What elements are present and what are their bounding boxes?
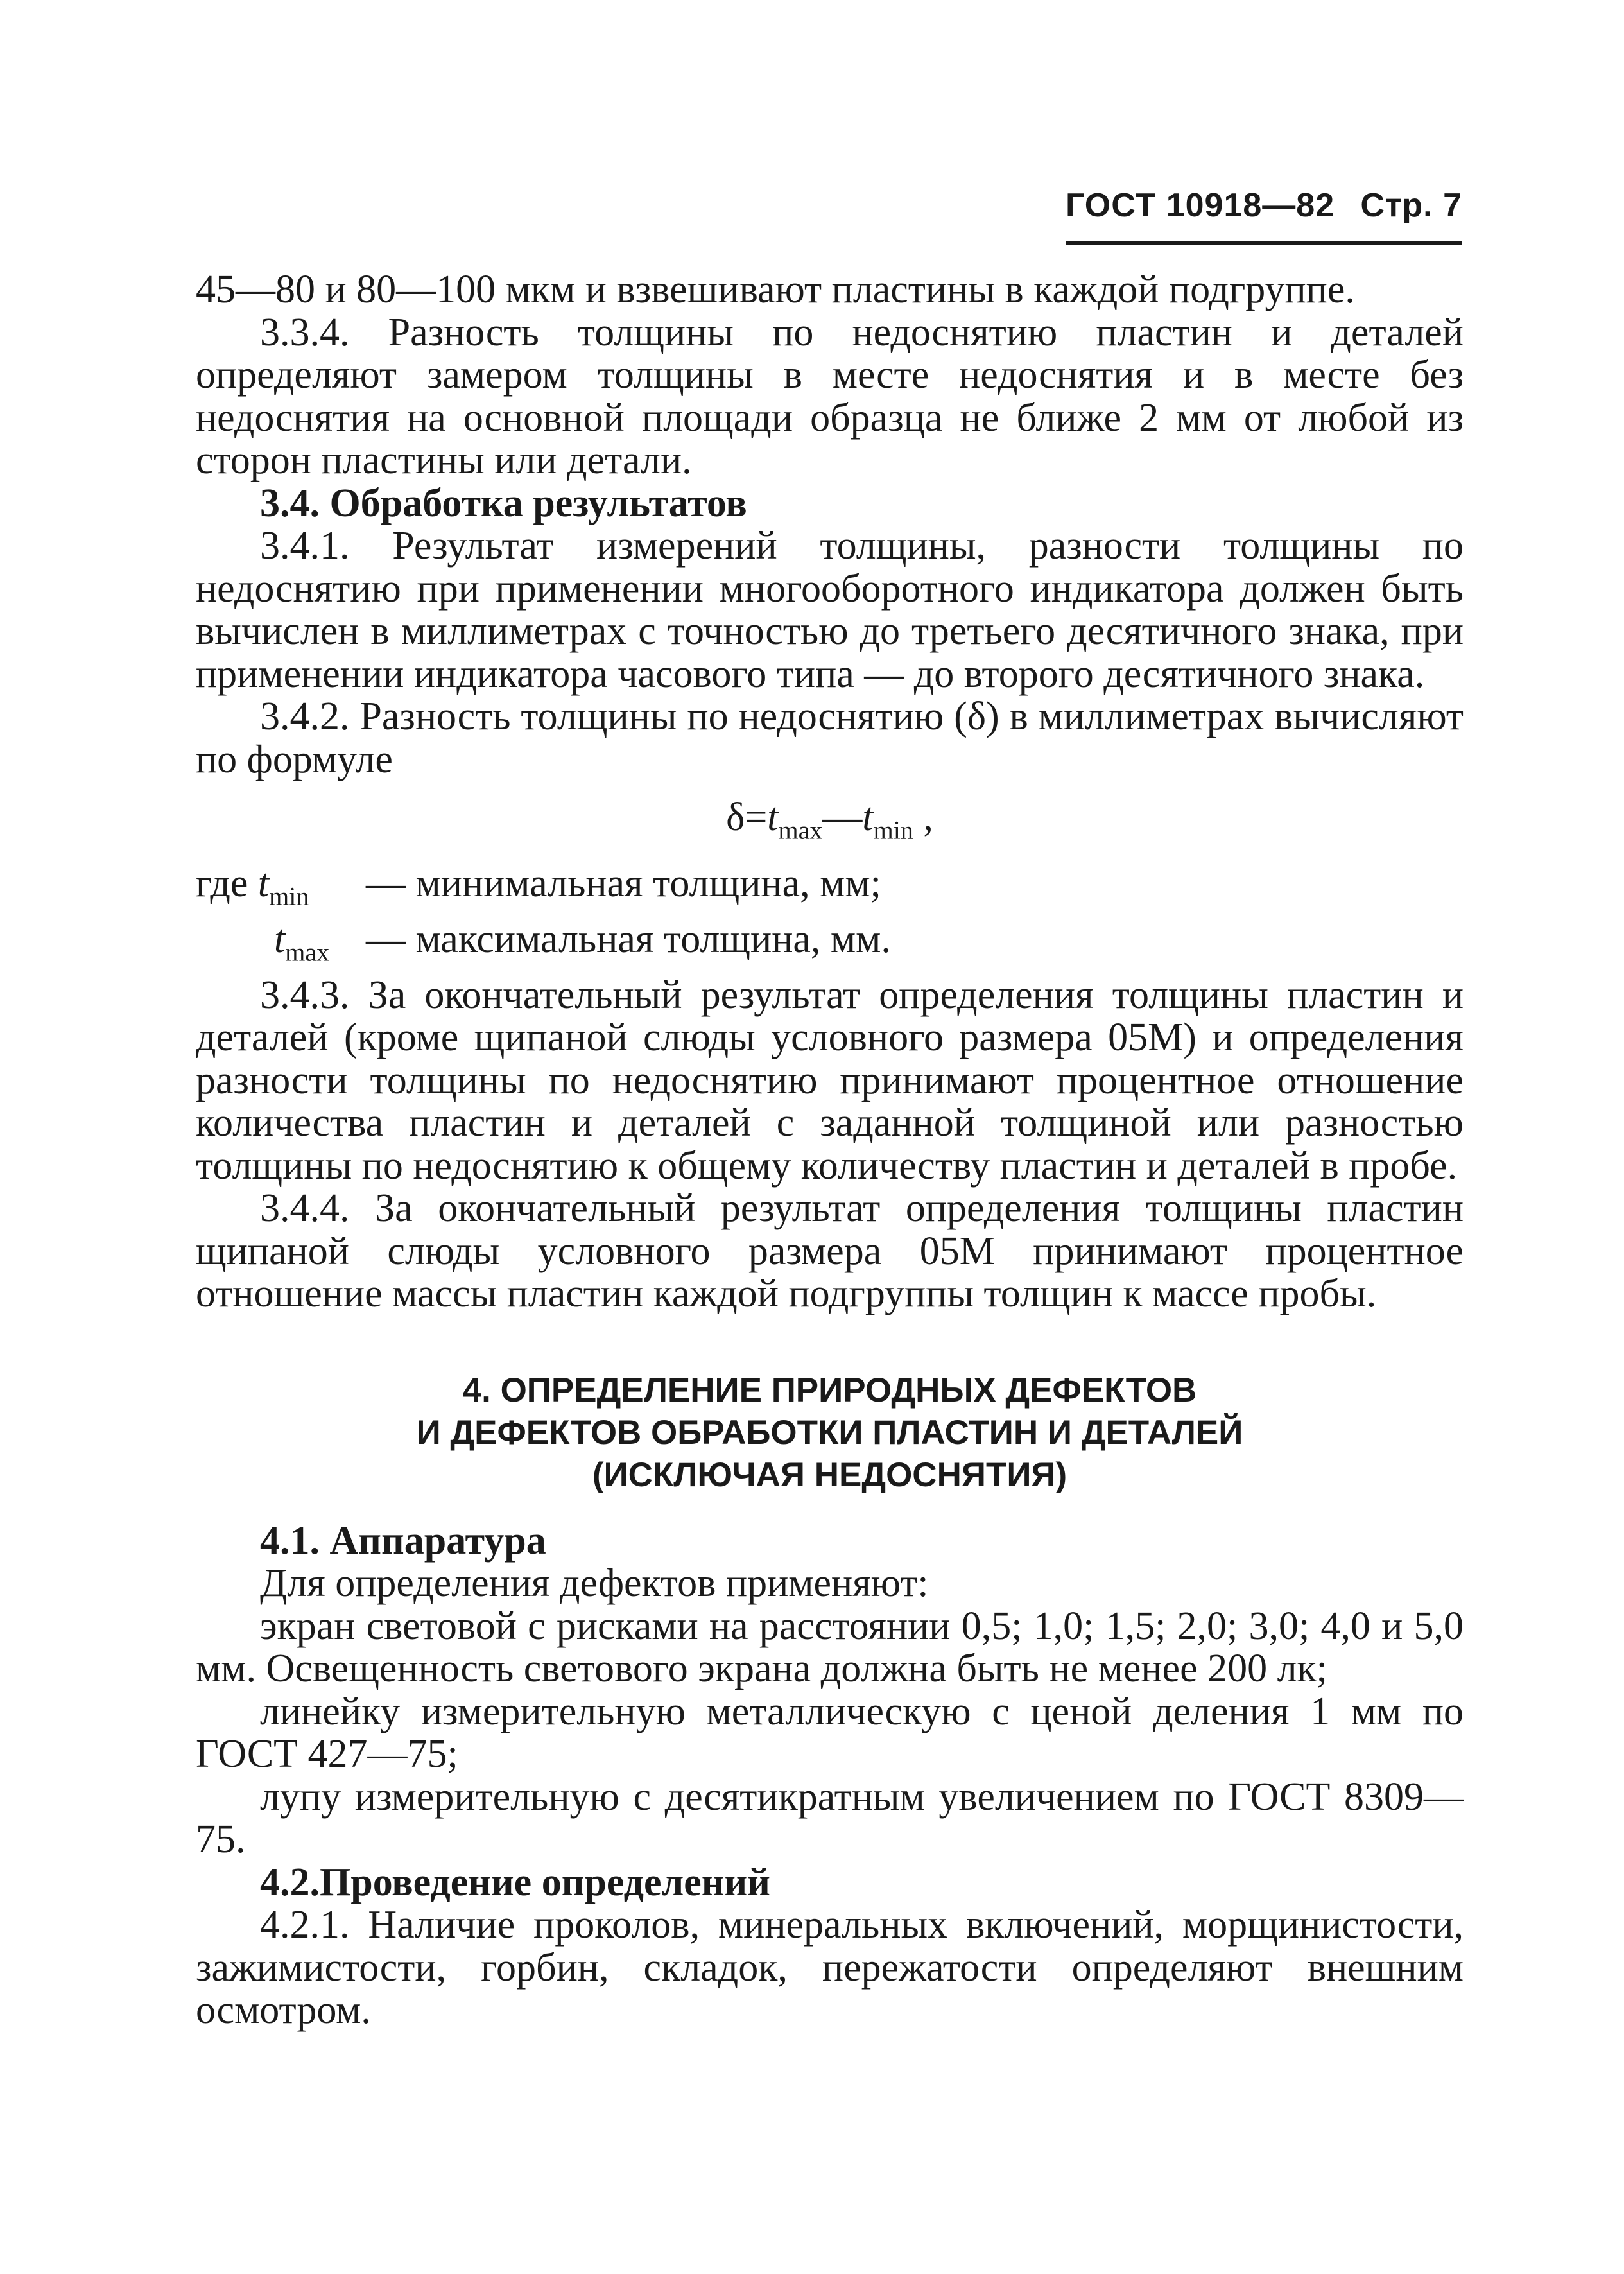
formula-delta bbox=[196, 796, 1464, 852]
paragraph-3-3-4: 3.3.4. Разность толщины по недоснятию пластин и деталей определяют замером толщины в месте недоснятия и в месте без недоснятия на основной площади образца не ближе 2 мм от любой из сторон пластины или детали. bbox=[196, 310, 1464, 482]
paragraph-4-1-intro: Для определения дефектов применяют: bbox=[260, 1561, 929, 1606]
paragraph-3-4-4: 3.4.4. За окончательный результат определения толщины пластин щипаной слюды условного размера 05М принимают процентное отношение массы пластин каждой подгруппы толщин к массе пробы. bbox=[196, 1186, 1464, 1316]
formula-minus: — bbox=[822, 795, 863, 839]
formula-sub-min: min bbox=[873, 815, 913, 845]
section-4-heading-line: 4. ОПРЕДЕЛЕНИЕ ПРИРОДНЫХ ДЕФЕКТОВ bbox=[462, 1371, 1197, 1409]
list-item-screen: экран световой с рисками на расстоянии 0,5; 1,0; 1,5; 2,0; 3,0; 4,0 и 5,0 мм. Освещенность светового экрана должна быть не менее 200 лк; bbox=[196, 1604, 1464, 1691]
definition-sub: min bbox=[269, 881, 309, 911]
paragraph-3-4-2: 3.4.2. Разность толщины по недоснятию (δ) в миллиметрах вычисляют по формуле bbox=[196, 695, 1464, 781]
list-item-ruler: линейку измерительную металлическую с ценой деления 1 мм по ГОСТ 427—75; bbox=[196, 1689, 1464, 1776]
heading-4-1: 4.1. Аппаратура bbox=[260, 1518, 546, 1563]
definition-text: — максимальная толщина, мм. bbox=[366, 917, 891, 961]
definition-t: t bbox=[274, 917, 286, 961]
paragraph-continuation: 45—80 и 80—100 мкм и взвешивают пластины в каждой подгруппе. bbox=[196, 268, 1355, 311]
definition-symbol bbox=[196, 918, 366, 974]
definition-symbol bbox=[196, 862, 366, 918]
heading-3-4: 3.4. Обработка результатов bbox=[260, 481, 747, 525]
formula-t1: t bbox=[767, 795, 779, 839]
paragraph-4-2-1: 4.2.1. Наличие проколов, минеральных включений, морщинистости, зажимистости, горбин, складок, пережатости определяют внешним осмотром. bbox=[196, 1903, 1464, 2033]
formula-sub-max: max bbox=[778, 815, 823, 845]
header-rule bbox=[1066, 241, 1462, 245]
definition-tmin bbox=[196, 862, 1464, 918]
formula-lhs: δ= bbox=[726, 795, 768, 839]
page-number: Стр. 7 bbox=[1360, 187, 1462, 224]
section-4-heading bbox=[196, 1369, 1464, 1497]
definition-text: — минимальная толщина, мм; bbox=[366, 861, 881, 905]
document-body bbox=[196, 268, 1464, 2032]
list-item-magnifier: лупу измерительную с десятикратным увеличением по ГОСТ 8309—75. bbox=[196, 1775, 1464, 1862]
formula-trail: , bbox=[913, 795, 933, 839]
definition-sub: max bbox=[285, 937, 330, 967]
section-4-heading-line: И ДЕФЕКТОВ ОБРАБОТКИ ПЛАСТИН И ДЕТАЛЕЙ bbox=[416, 1413, 1243, 1452]
definition-tmax bbox=[196, 918, 1464, 974]
heading-4-2: 4.2.Проведение определений bbox=[260, 1860, 770, 1904]
definition-prefix: где bbox=[196, 861, 258, 905]
definition-t: t bbox=[257, 861, 270, 905]
page-header bbox=[1066, 186, 1462, 225]
paragraph-3-4-3: 3.4.3. За окончательный результат определения толщины пластин и деталей (кроме щипаной слюды условного размера 05М) и определения разности толщины по недоснятию принимают процентное отношение количества пластин и деталей с заданной толщиной или разностью толщины по недоснятию к общему количеству пластин и деталей в пробе. bbox=[196, 973, 1464, 1188]
paragraph-3-4-1: 3.4.1. Результат измерений толщины, разности толщины по недоснятию при применении многооборотного индикатора должен быть вычислен в миллиметрах с точностью до третьего десятичного знака, при применении индикатора часового типа — до второго десятичного знака. bbox=[196, 524, 1464, 696]
formula-t2: t bbox=[862, 795, 874, 839]
standard-number: ГОСТ 10918—82 bbox=[1066, 187, 1335, 224]
section-4-heading-line: (ИСКЛЮЧАЯ НЕДОСНЯТИЯ) bbox=[592, 1455, 1067, 1494]
